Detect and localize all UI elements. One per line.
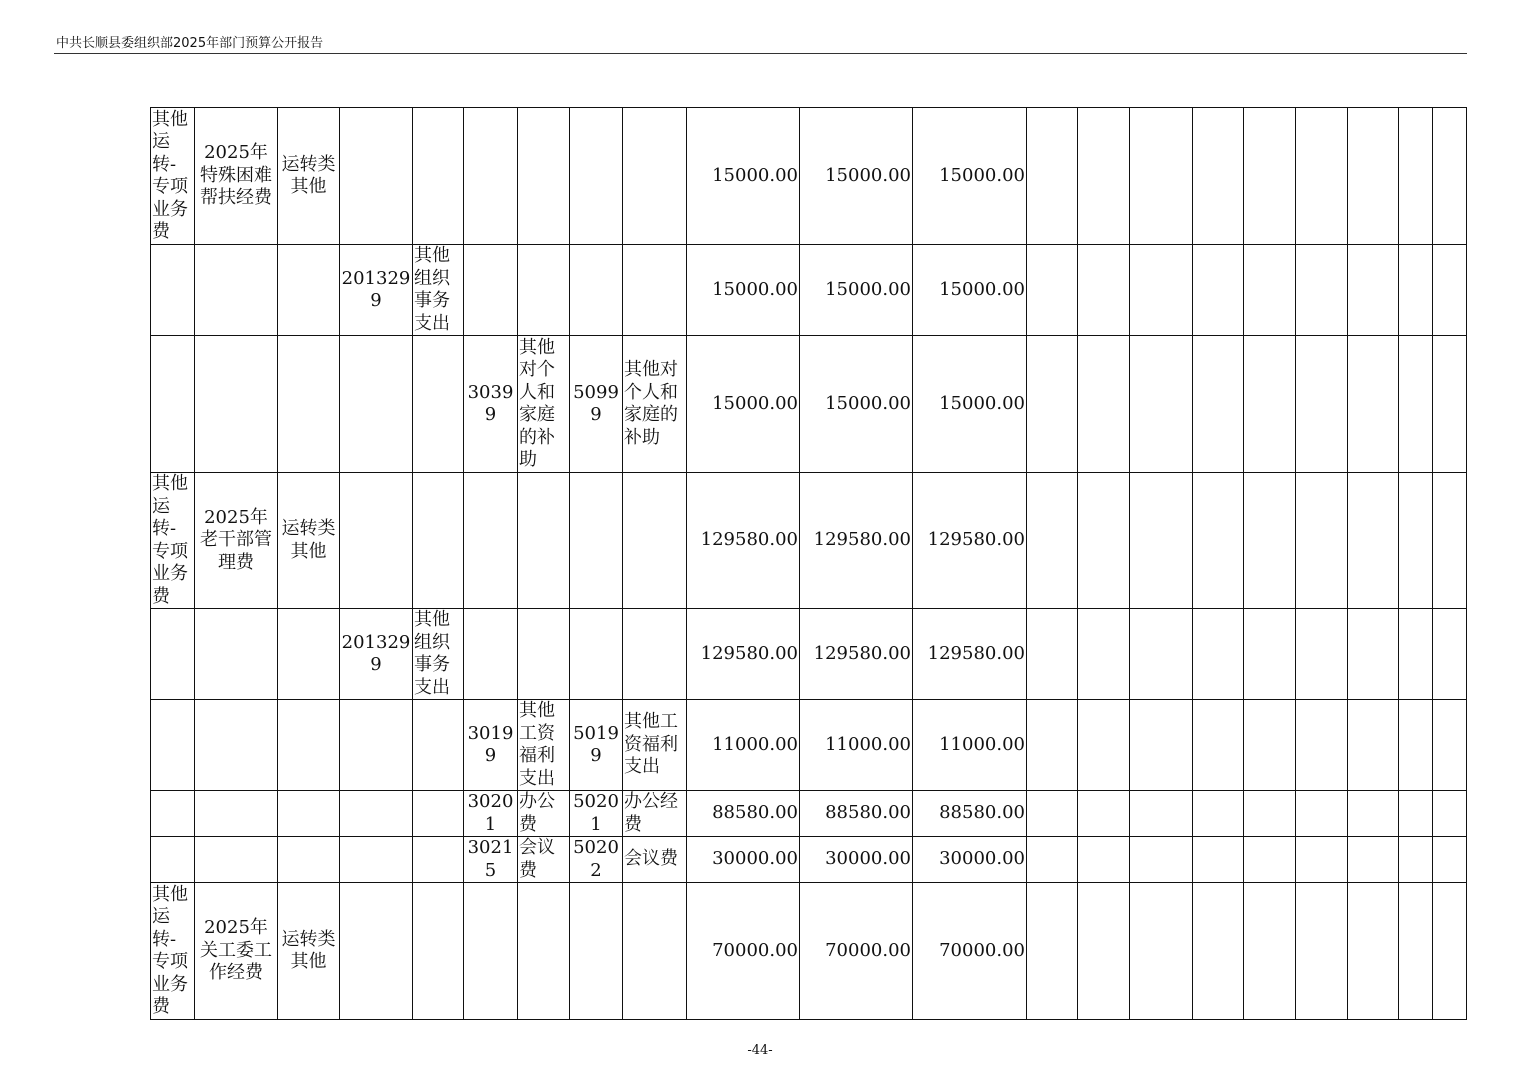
cell-economic-code: 30399 xyxy=(464,336,518,473)
cell-col-16 xyxy=(1193,473,1244,609)
cell-col-14 xyxy=(1078,883,1130,1020)
cell-project-name xyxy=(195,245,278,336)
cell-col-19 xyxy=(1348,609,1399,700)
cell-col-20 xyxy=(1399,700,1433,791)
cell-gov-economic-code xyxy=(570,883,623,1020)
cell-economic-name: 其他对个人和家庭的补助 xyxy=(518,336,570,473)
cell-col-15 xyxy=(1130,336,1193,473)
cell-general-budget-amount: 129580.00 xyxy=(800,473,913,609)
cell-economic-code xyxy=(464,609,518,700)
cell-project-name xyxy=(195,791,278,837)
cell-col-15 xyxy=(1130,245,1193,336)
cell-economic-name xyxy=(518,473,570,609)
cell-current-year-amount: 70000.00 xyxy=(913,883,1027,1020)
cell-project-category: 其他运转-专项业务费 xyxy=(151,473,195,609)
cell-total-amount: 129580.00 xyxy=(687,609,800,700)
cell-col-13 xyxy=(1027,791,1078,837)
cell-gov-economic-name: 其他工资福利支出 xyxy=(623,700,687,791)
cell-col-16 xyxy=(1193,245,1244,336)
cell-general-budget-amount: 15000.00 xyxy=(800,108,913,245)
cell-col-20 xyxy=(1399,473,1433,609)
cell-col-18 xyxy=(1296,837,1348,883)
cell-function-code xyxy=(340,883,413,1020)
cell-col-14 xyxy=(1078,791,1130,837)
cell-col-21 xyxy=(1433,609,1467,700)
cell-gov-economic-name: 会议费 xyxy=(623,837,687,883)
cell-col-21 xyxy=(1433,700,1467,791)
cell-function-code xyxy=(340,837,413,883)
cell-current-year-amount: 15000.00 xyxy=(913,245,1027,336)
cell-function-code xyxy=(340,108,413,245)
table-row xyxy=(151,791,1467,837)
cell-col-18 xyxy=(1296,473,1348,609)
cell-general-budget-amount: 30000.00 xyxy=(800,837,913,883)
cell-current-year-amount: 11000.00 xyxy=(913,700,1027,791)
cell-function-code: 2013299 xyxy=(340,245,413,336)
cell-col-16 xyxy=(1193,609,1244,700)
cell-col-18 xyxy=(1296,609,1348,700)
cell-gov-economic-code: 50199 xyxy=(570,700,623,791)
cell-function-code xyxy=(340,700,413,791)
cell-economic-code: 30199 xyxy=(464,700,518,791)
cell-gov-economic-name xyxy=(623,883,687,1020)
cell-col-18 xyxy=(1296,108,1348,245)
cell-col-19 xyxy=(1348,837,1399,883)
cell-col-16 xyxy=(1193,791,1244,837)
cell-economic-code: 30201 xyxy=(464,791,518,837)
cell-gov-economic-name xyxy=(623,245,687,336)
cell-col-13 xyxy=(1027,837,1078,883)
cell-project-type xyxy=(278,609,340,700)
cell-economic-name xyxy=(518,245,570,336)
cell-economic-code: 30215 xyxy=(464,837,518,883)
cell-col-21 xyxy=(1433,837,1467,883)
cell-general-budget-amount: 15000.00 xyxy=(800,245,913,336)
cell-project-name: 2025年关工委工作经费 xyxy=(195,883,278,1020)
cell-project-category xyxy=(151,791,195,837)
cell-general-budget-amount: 11000.00 xyxy=(800,700,913,791)
table-row xyxy=(151,245,1467,336)
cell-project-name: 2025年特殊困难帮扶经费 xyxy=(195,108,278,245)
cell-general-budget-amount: 15000.00 xyxy=(800,336,913,473)
cell-col-17 xyxy=(1244,791,1296,837)
cell-col-17 xyxy=(1244,837,1296,883)
cell-project-category xyxy=(151,837,195,883)
cell-col-17 xyxy=(1244,108,1296,245)
cell-col-18 xyxy=(1296,336,1348,473)
cell-total-amount: 15000.00 xyxy=(687,108,800,245)
cell-col-21 xyxy=(1433,336,1467,473)
cell-gov-economic-name: 办公经费 xyxy=(623,791,687,837)
cell-function-name xyxy=(413,837,464,883)
cell-economic-code xyxy=(464,245,518,336)
cell-col-13 xyxy=(1027,245,1078,336)
cell-col-13 xyxy=(1027,700,1078,791)
cell-col-13 xyxy=(1027,336,1078,473)
cell-project-type xyxy=(278,791,340,837)
cell-col-17 xyxy=(1244,883,1296,1020)
cell-total-amount: 30000.00 xyxy=(687,837,800,883)
cell-project-name xyxy=(195,609,278,700)
cell-gov-economic-code: 50202 xyxy=(570,837,623,883)
table-row xyxy=(151,700,1467,791)
cell-col-17 xyxy=(1244,336,1296,473)
cell-project-type xyxy=(278,245,340,336)
cell-col-18 xyxy=(1296,245,1348,336)
cell-current-year-amount: 88580.00 xyxy=(913,791,1027,837)
cell-col-15 xyxy=(1130,791,1193,837)
cell-current-year-amount: 15000.00 xyxy=(913,336,1027,473)
cell-col-17 xyxy=(1244,700,1296,791)
cell-gov-economic-name xyxy=(623,473,687,609)
cell-function-name xyxy=(413,791,464,837)
cell-col-14 xyxy=(1078,473,1130,609)
cell-function-name: 其他组织事务支出 xyxy=(413,245,464,336)
cell-col-16 xyxy=(1193,700,1244,791)
cell-col-20 xyxy=(1399,837,1433,883)
cell-function-code xyxy=(340,473,413,609)
cell-gov-economic-code: 50999 xyxy=(570,336,623,473)
cell-col-19 xyxy=(1348,700,1399,791)
cell-col-21 xyxy=(1433,791,1467,837)
cell-col-13 xyxy=(1027,473,1078,609)
cell-economic-name xyxy=(518,108,570,245)
cell-total-amount: 129580.00 xyxy=(687,473,800,609)
cell-project-name xyxy=(195,837,278,883)
cell-gov-economic-code xyxy=(570,473,623,609)
cell-total-amount: 11000.00 xyxy=(687,700,800,791)
cell-project-type: 运转类其他 xyxy=(278,473,340,609)
cell-col-21 xyxy=(1433,108,1467,245)
cell-gov-economic-name xyxy=(623,108,687,245)
cell-economic-code xyxy=(464,883,518,1020)
header-divider xyxy=(54,53,1467,54)
cell-col-15 xyxy=(1130,700,1193,791)
cell-col-21 xyxy=(1433,883,1467,1020)
cell-col-18 xyxy=(1296,883,1348,1020)
cell-economic-name: 会议费 xyxy=(518,837,570,883)
cell-current-year-amount: 15000.00 xyxy=(913,108,1027,245)
cell-total-amount: 15000.00 xyxy=(687,245,800,336)
cell-col-13 xyxy=(1027,883,1078,1020)
cell-project-name xyxy=(195,336,278,473)
cell-project-type xyxy=(278,837,340,883)
cell-function-name xyxy=(413,883,464,1020)
cell-col-21 xyxy=(1433,473,1467,609)
cell-col-19 xyxy=(1348,473,1399,609)
cell-col-18 xyxy=(1296,791,1348,837)
cell-project-category xyxy=(151,336,195,473)
cell-project-type xyxy=(278,700,340,791)
cell-gov-economic-code: 50201 xyxy=(570,791,623,837)
cell-col-15 xyxy=(1130,609,1193,700)
cell-col-19 xyxy=(1348,791,1399,837)
table-row xyxy=(151,108,1467,245)
cell-col-17 xyxy=(1244,609,1296,700)
table-row xyxy=(151,336,1467,473)
cell-function-name xyxy=(413,700,464,791)
cell-project-name: 2025年老干部管理费 xyxy=(195,473,278,609)
cell-current-year-amount: 30000.00 xyxy=(913,837,1027,883)
table-row xyxy=(151,883,1467,1020)
cell-project-type xyxy=(278,336,340,473)
cell-col-14 xyxy=(1078,700,1130,791)
cell-col-16 xyxy=(1193,883,1244,1020)
budget-detail-table xyxy=(150,107,1467,1020)
cell-economic-name xyxy=(518,883,570,1020)
cell-col-14 xyxy=(1078,245,1130,336)
cell-col-20 xyxy=(1399,108,1433,245)
cell-col-14 xyxy=(1078,837,1130,883)
cell-col-16 xyxy=(1193,336,1244,473)
table-row xyxy=(151,473,1467,609)
cell-col-20 xyxy=(1399,791,1433,837)
cell-project-type: 运转类其他 xyxy=(278,108,340,245)
cell-col-19 xyxy=(1348,883,1399,1020)
cell-col-17 xyxy=(1244,245,1296,336)
cell-function-code xyxy=(340,791,413,837)
cell-col-20 xyxy=(1399,883,1433,1020)
cell-total-amount: 88580.00 xyxy=(687,791,800,837)
cell-function-code xyxy=(340,336,413,473)
page-number: -44- xyxy=(747,1043,773,1058)
cell-project-name xyxy=(195,700,278,791)
cell-col-13 xyxy=(1027,609,1078,700)
cell-col-21 xyxy=(1433,245,1467,336)
table-row xyxy=(151,837,1467,883)
cell-general-budget-amount: 88580.00 xyxy=(800,791,913,837)
cell-function-name xyxy=(413,336,464,473)
cell-economic-code xyxy=(464,473,518,609)
cell-col-13 xyxy=(1027,108,1078,245)
cell-gov-economic-code xyxy=(570,108,623,245)
cell-col-16 xyxy=(1193,837,1244,883)
cell-economic-name: 其他工资福利支出 xyxy=(518,700,570,791)
cell-current-year-amount: 129580.00 xyxy=(913,473,1027,609)
cell-col-20 xyxy=(1399,609,1433,700)
cell-col-15 xyxy=(1130,473,1193,609)
cell-project-type: 运转类其他 xyxy=(278,883,340,1020)
cell-gov-economic-code xyxy=(570,245,623,336)
cell-col-20 xyxy=(1399,245,1433,336)
table-row xyxy=(151,609,1467,700)
cell-economic-name: 办公费 xyxy=(518,791,570,837)
cell-col-14 xyxy=(1078,609,1130,700)
cell-project-category xyxy=(151,609,195,700)
cell-total-amount: 15000.00 xyxy=(687,336,800,473)
cell-col-15 xyxy=(1130,108,1193,245)
cell-col-15 xyxy=(1130,883,1193,1020)
cell-col-19 xyxy=(1348,108,1399,245)
cell-project-category xyxy=(151,700,195,791)
cell-project-category xyxy=(151,245,195,336)
page-header-title: 中共长顺县委组织部2025年部门预算公开报告 xyxy=(56,36,324,51)
cell-col-20 xyxy=(1399,336,1433,473)
cell-col-14 xyxy=(1078,336,1130,473)
cell-function-name xyxy=(413,108,464,245)
cell-general-budget-amount: 129580.00 xyxy=(800,609,913,700)
cell-project-category: 其他运转-专项业务费 xyxy=(151,108,195,245)
cell-function-code: 2013299 xyxy=(340,609,413,700)
cell-col-16 xyxy=(1193,108,1244,245)
cell-project-category: 其他运转-专项业务费 xyxy=(151,883,195,1020)
cell-col-18 xyxy=(1296,700,1348,791)
cell-col-19 xyxy=(1348,245,1399,336)
cell-function-name: 其他组织事务支出 xyxy=(413,609,464,700)
cell-function-name xyxy=(413,473,464,609)
cell-col-14 xyxy=(1078,108,1130,245)
cell-economic-name xyxy=(518,609,570,700)
cell-gov-economic-code xyxy=(570,609,623,700)
cell-total-amount: 70000.00 xyxy=(687,883,800,1020)
cell-col-15 xyxy=(1130,837,1193,883)
cell-col-19 xyxy=(1348,336,1399,473)
cell-col-17 xyxy=(1244,473,1296,609)
cell-gov-economic-name: 其他对个人和家庭的补助 xyxy=(623,336,687,473)
cell-gov-economic-name xyxy=(623,609,687,700)
cell-general-budget-amount: 70000.00 xyxy=(800,883,913,1020)
cell-economic-code xyxy=(464,108,518,245)
cell-current-year-amount: 129580.00 xyxy=(913,609,1027,700)
